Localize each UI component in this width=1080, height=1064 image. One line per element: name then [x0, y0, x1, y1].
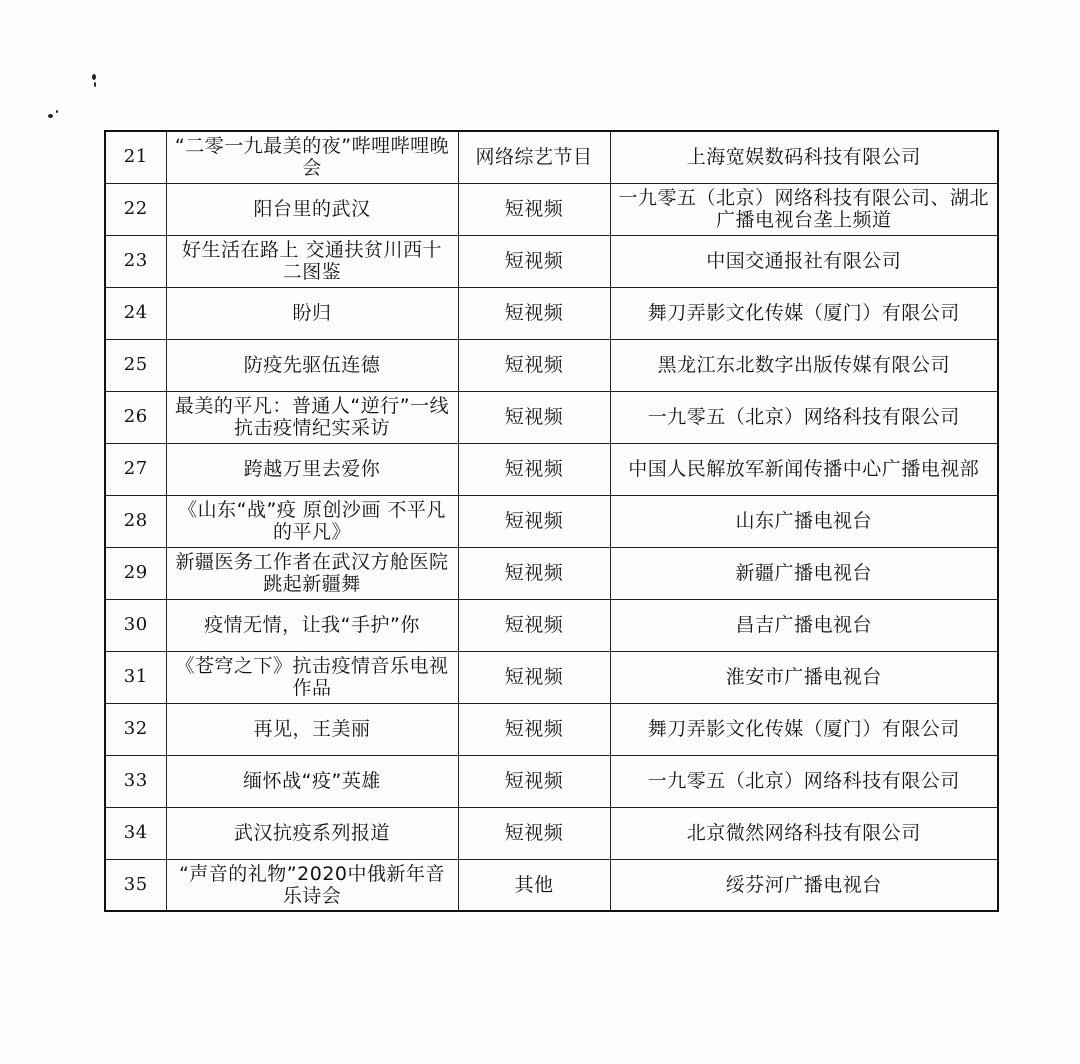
organization-cell: 新疆广播电视台: [610, 547, 998, 599]
table-row: [105, 443, 998, 495]
organization-cell: 山东广播电视台: [610, 495, 998, 547]
organization-cell: 黑龙江东北数字出版传媒有限公司: [610, 339, 998, 391]
work-title-cell: 跨越万里去爱你: [166, 443, 458, 495]
awards-table: [104, 130, 999, 912]
work-category-cell: 短视频: [458, 339, 610, 391]
row-number-cell: 22: [105, 183, 166, 235]
scan-speck: [48, 114, 53, 118]
work-title-cell: 缅怀战“疫”英雄: [166, 755, 458, 807]
organization-cell: 绥芬河广播电视台: [610, 859, 998, 911]
row-number-cell: 33: [105, 755, 166, 807]
organization-cell: 一九零五（北京）网络科技有限公司、湖北广播电视台垄上频道: [610, 183, 998, 235]
row-number-cell: 21: [105, 131, 166, 183]
work-title-cell: 好生活在路上 交通扶贫川西十二图鉴: [166, 235, 458, 287]
work-category-cell: 短视频: [458, 807, 610, 859]
work-category-cell: 其他: [458, 859, 610, 911]
work-title-cell: 《山东“战”疫 原创沙画 不平凡的平凡》: [166, 495, 458, 547]
work-category-cell: 网络综艺节目: [458, 131, 610, 183]
row-number-cell: 30: [105, 599, 166, 651]
table-row: [105, 131, 998, 183]
work-category-cell: 短视频: [458, 183, 610, 235]
work-category-cell: 短视频: [458, 443, 610, 495]
table-row: [105, 703, 998, 755]
work-title-cell: 新疆医务工作者在武汉方舱医院跳起新疆舞: [166, 547, 458, 599]
table-row: [105, 547, 998, 599]
organization-cell: 上海宽娱数码科技有限公司: [610, 131, 998, 183]
row-number-cell: 31: [105, 651, 166, 703]
scan-speck: [94, 82, 96, 87]
work-category-cell: 短视频: [458, 547, 610, 599]
work-title-cell: “声音的礼物”2020中俄新年音乐诗会: [166, 859, 458, 911]
work-category-cell: 短视频: [458, 287, 610, 339]
table-row: [105, 495, 998, 547]
work-category-cell: 短视频: [458, 599, 610, 651]
table-row: [105, 235, 998, 287]
row-number-cell: 26: [105, 391, 166, 443]
row-number-cell: 29: [105, 547, 166, 599]
row-number-cell: 35: [105, 859, 166, 911]
work-category-cell: 短视频: [458, 495, 610, 547]
work-title-cell: 疫情无情，让我“手护”你: [166, 599, 458, 651]
table-row: [105, 287, 998, 339]
row-number-cell: 28: [105, 495, 166, 547]
organization-cell: 北京微然网络科技有限公司: [610, 807, 998, 859]
work-category-cell: 短视频: [458, 235, 610, 287]
row-number-cell: 25: [105, 339, 166, 391]
work-category-cell: 短视频: [458, 755, 610, 807]
organization-cell: 一九零五（北京）网络科技有限公司: [610, 755, 998, 807]
table-row: [105, 599, 998, 651]
organization-cell: 昌吉广播电视台: [610, 599, 998, 651]
table-row: [105, 755, 998, 807]
row-number-cell: 34: [105, 807, 166, 859]
table-row: [105, 807, 998, 859]
organization-cell: 中国交通报社有限公司: [610, 235, 998, 287]
work-title-cell: 武汉抗疫系列报道: [166, 807, 458, 859]
organization-cell: 舞刀弄影文化传媒（厦门）有限公司: [610, 703, 998, 755]
table-row: [105, 859, 998, 911]
work-category-cell: 短视频: [458, 703, 610, 755]
work-title-cell: 最美的平凡：普通人“逆行”一线抗击疫情纪实采访: [166, 391, 458, 443]
organization-cell: 中国人民解放军新闻传播中心广播电视部: [610, 443, 998, 495]
organization-cell: 舞刀弄影文化传媒（厦门）有限公司: [610, 287, 998, 339]
work-title-cell: 盼归: [166, 287, 458, 339]
table-row: [105, 183, 998, 235]
table-row: [105, 391, 998, 443]
row-number-cell: 27: [105, 443, 166, 495]
work-title-cell: 再见，王美丽: [166, 703, 458, 755]
work-title-cell: 阳台里的武汉: [166, 183, 458, 235]
work-title-cell: “二零一九最美的夜”哔哩哔哩晚会: [166, 131, 458, 183]
table-row: [105, 339, 998, 391]
work-category-cell: 短视频: [458, 651, 610, 703]
work-title-cell: 《苍穹之下》抗击疫情音乐电视作品: [166, 651, 458, 703]
scan-speck: [92, 74, 96, 80]
work-title-cell: 防疫先驱伍连德: [166, 339, 458, 391]
row-number-cell: 24: [105, 287, 166, 339]
table-row: [105, 651, 998, 703]
row-number-cell: 32: [105, 703, 166, 755]
scan-speck: [56, 110, 58, 113]
work-category-cell: 短视频: [458, 391, 610, 443]
awards-table-body: [105, 131, 998, 911]
organization-cell: 一九零五（北京）网络科技有限公司: [610, 391, 998, 443]
row-number-cell: 23: [105, 235, 166, 287]
organization-cell: 淮安市广播电视台: [610, 651, 998, 703]
